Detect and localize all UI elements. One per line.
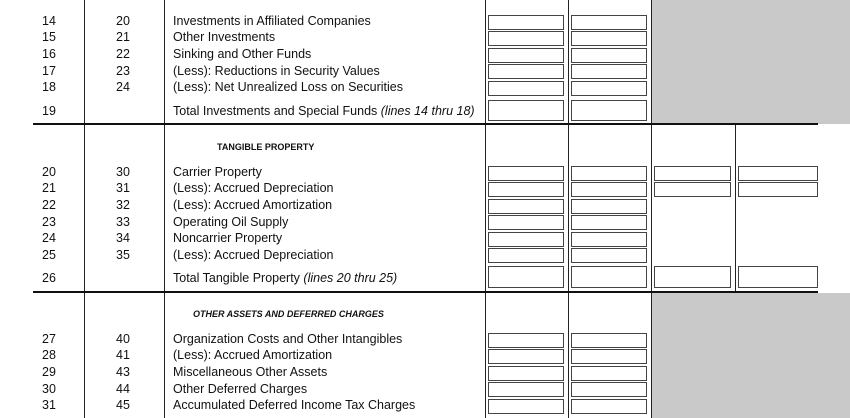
line-number: 15 <box>42 30 56 44</box>
line-number: 16 <box>42 47 56 61</box>
col-divider-1 <box>84 0 85 418</box>
amount-input[interactable] <box>488 248 564 263</box>
total-line-number: 26 <box>42 271 56 285</box>
amount-input[interactable] <box>488 232 564 247</box>
account-code: 21 <box>116 30 130 44</box>
amount-input[interactable] <box>571 182 647 197</box>
amount-input[interactable] <box>571 81 647 96</box>
amount-input[interactable] <box>571 382 647 397</box>
amount-input[interactable] <box>571 366 647 381</box>
amount-input[interactable] <box>488 15 564 30</box>
amount-input[interactable] <box>488 382 564 397</box>
row-description: (Less): Reductions in Security Values <box>173 64 380 78</box>
total-input[interactable] <box>571 266 647 288</box>
line-number: 23 <box>42 215 56 229</box>
shaded-area-other-assets <box>652 293 850 418</box>
amount-input[interactable] <box>488 182 564 197</box>
total-label: Total Investments and Special Funds <box>173 104 378 118</box>
col-divider-4 <box>568 0 569 418</box>
account-code: 24 <box>116 80 130 94</box>
line-number: 22 <box>42 198 56 212</box>
section-heading: TANGIBLE PROPERTY <box>217 142 315 152</box>
account-code: 20 <box>116 14 130 28</box>
amount-input[interactable] <box>488 31 564 46</box>
row-description: Other Investments <box>173 30 276 44</box>
total-input[interactable] <box>571 100 647 121</box>
account-code: 35 <box>116 248 130 262</box>
amount-input[interactable] <box>571 48 647 63</box>
amount-input[interactable] <box>571 166 647 181</box>
account-code: 31 <box>116 181 130 195</box>
line-number: 18 <box>42 80 56 94</box>
total-input[interactable] <box>654 266 731 288</box>
col-divider-3 <box>485 0 486 418</box>
amount-input[interactable] <box>488 333 564 348</box>
line-number: 24 <box>42 231 56 245</box>
line-number: 27 <box>42 332 56 346</box>
amount-input[interactable] <box>488 81 564 96</box>
col-divider-6 <box>735 124 736 292</box>
account-code: 43 <box>116 365 130 379</box>
line-number: 25 <box>42 248 56 262</box>
account-code: 41 <box>116 348 130 362</box>
row-description: Operating Oil Supply <box>173 215 289 229</box>
amount-input[interactable] <box>571 349 647 364</box>
line-number: 14 <box>42 14 56 28</box>
account-code: 32 <box>116 198 130 212</box>
account-code: 40 <box>116 332 130 346</box>
amount-input[interactable] <box>488 366 564 381</box>
line-number: 21 <box>42 181 56 195</box>
amount-input[interactable] <box>488 64 564 79</box>
line-number: 30 <box>42 382 56 396</box>
line-number: 17 <box>42 64 56 78</box>
amount-input[interactable] <box>571 215 647 230</box>
amount-input[interactable] <box>488 399 564 414</box>
row-description: (Less): Accrued Depreciation <box>173 181 334 195</box>
amount-input[interactable] <box>571 64 647 79</box>
total-input[interactable] <box>488 100 564 121</box>
row-description: Other Deferred Charges <box>173 382 308 396</box>
amount-input[interactable] <box>488 349 564 364</box>
account-code: 22 <box>116 47 130 61</box>
total-description <box>173 103 475 119</box>
section-separator-1 <box>33 123 818 125</box>
line-number: 29 <box>42 365 56 379</box>
section-separator-2 <box>33 291 818 293</box>
total-input[interactable] <box>738 266 818 288</box>
row-description: Carrier Property <box>173 165 262 179</box>
total-description <box>173 270 397 286</box>
col-divider-5 <box>651 0 652 418</box>
col-divider-2 <box>164 0 165 418</box>
line-number: 31 <box>42 398 56 412</box>
account-code: 34 <box>116 231 130 245</box>
account-code: 45 <box>116 398 130 412</box>
account-code: 33 <box>116 215 130 229</box>
line-number: 28 <box>42 348 56 362</box>
amount-input[interactable] <box>488 166 564 181</box>
total-line-number: 19 <box>42 104 56 118</box>
row-description: Investments in Affiliated Companies <box>173 14 371 28</box>
row-description: (Less): Net Unrealized Loss on Securities <box>173 80 403 94</box>
amount-input[interactable] <box>488 199 564 214</box>
total-line-ref: (lines 20 thru 25) <box>303 271 398 285</box>
row-description: (Less): Accrued Depreciation <box>173 248 334 262</box>
amount-input[interactable] <box>571 248 647 263</box>
amount-input[interactable] <box>571 15 647 30</box>
row-description: Sinking and Other Funds <box>173 47 312 61</box>
amount-input[interactable] <box>738 166 818 181</box>
row-description: (Less): Accrued Amortization <box>173 348 333 362</box>
section-heading: OTHER ASSETS AND DEFERRED CHARGES <box>193 309 384 319</box>
amount-input[interactable] <box>654 166 731 181</box>
amount-input[interactable] <box>654 182 731 197</box>
row-description: Miscellaneous Other Assets <box>173 365 328 379</box>
amount-input[interactable] <box>571 31 647 46</box>
amount-input[interactable] <box>571 232 647 247</box>
row-description: Organization Costs and Other Intangibles <box>173 332 403 346</box>
amount-input[interactable] <box>571 199 647 214</box>
amount-input[interactable] <box>488 215 564 230</box>
total-line-ref: (lines 14 thru 18) <box>380 104 475 118</box>
amount-input[interactable] <box>571 399 647 414</box>
total-label: Total Tangible Property <box>173 271 300 285</box>
row-description: (Less): Accrued Amortization <box>173 198 333 212</box>
total-input[interactable] <box>488 266 564 288</box>
account-code: 23 <box>116 64 130 78</box>
amount-input[interactable] <box>488 48 564 63</box>
amount-input[interactable] <box>571 333 647 348</box>
shaded-area-investments <box>652 0 850 124</box>
amount-input[interactable] <box>738 182 818 197</box>
account-code: 30 <box>116 165 130 179</box>
row-description: Noncarrier Property <box>173 231 283 245</box>
account-code: 44 <box>116 382 130 396</box>
row-description: Accumulated Deferred Income Tax Charges <box>173 398 416 412</box>
line-number: 20 <box>42 165 56 179</box>
